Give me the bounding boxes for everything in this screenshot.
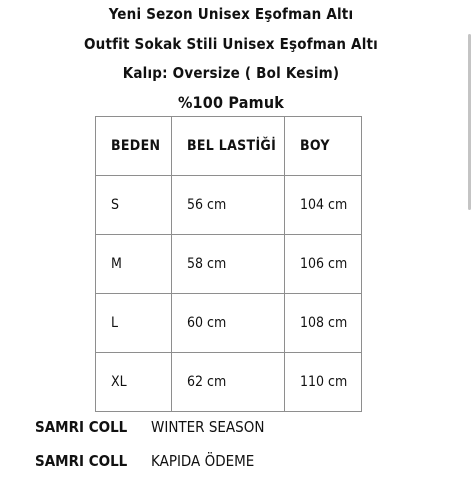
brand-label: SAMRI COLL: [35, 418, 128, 436]
header-beden: BEDEN: [96, 117, 172, 176]
footer-row-payment: [35, 452, 254, 470]
season-text: WINTER SEASON: [151, 418, 265, 436]
size-table-header-row: [96, 117, 362, 176]
header-boy: BOY: [285, 117, 362, 176]
subtitle-line: Outfit Sokak Stili Unisex Eşofman Altı: [83, 35, 378, 53]
table-row: [96, 353, 362, 412]
length-cell: 110 cm: [285, 353, 362, 412]
material-line: %100 Pamuk: [177, 93, 285, 112]
waist-cell: 60 cm: [172, 294, 285, 353]
waist-cell: 58 cm: [172, 235, 285, 294]
waist-cell: 56 cm: [172, 176, 285, 235]
size-cell: M: [96, 235, 172, 294]
table-row: [96, 176, 362, 235]
table-row: [96, 294, 362, 353]
size-cell: L: [96, 294, 172, 353]
vertical-scrollbar[interactable]: [468, 34, 471, 210]
table-row: [96, 235, 362, 294]
size-table: [95, 116, 362, 412]
title-line: Yeni Sezon Unisex Eşofman Altı: [108, 5, 354, 23]
length-cell: 104 cm: [285, 176, 362, 235]
size-cell: XL: [96, 353, 172, 412]
header-bel-lastigi: BEL LASTİĞİ: [172, 117, 285, 176]
fit-line: Kalıp: Oversize ( Bol Kesim): [122, 64, 340, 82]
length-cell: 108 cm: [285, 294, 362, 353]
footer-row-season: [35, 418, 264, 436]
length-cell: 106 cm: [285, 235, 362, 294]
brand-label: SAMRI COLL: [35, 452, 128, 470]
waist-cell: 62 cm: [172, 353, 285, 412]
size-cell: S: [96, 176, 172, 235]
payment-text: KAPIDA ÖDEME: [151, 452, 255, 470]
